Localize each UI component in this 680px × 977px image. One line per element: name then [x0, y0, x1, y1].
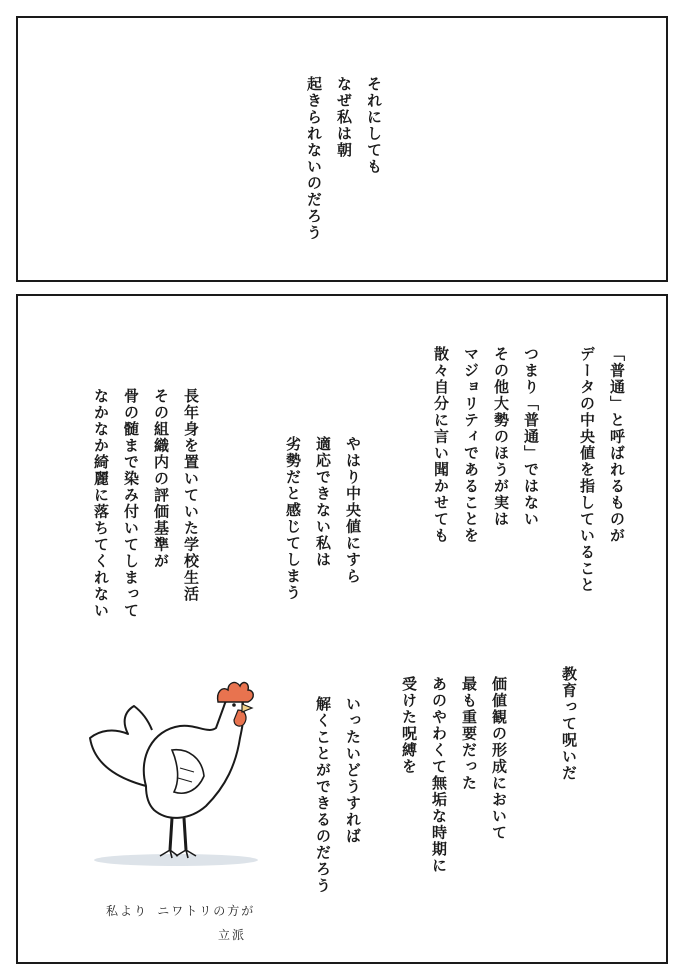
rooster-icon	[76, 668, 286, 878]
normal-median-line-2: データの中央値を指していること	[578, 346, 596, 594]
school-line-3: 骨の髄まで染み付いてしまって	[122, 388, 140, 619]
values-line-2: 最も重要だった	[460, 676, 478, 792]
values-line-1: 価値観の形成において	[490, 676, 508, 841]
majority-line-3: マジョリティであることを	[462, 346, 480, 544]
school-line-4: なかなか綺麗に落ちてくれない	[92, 388, 110, 619]
tail-feathers	[90, 706, 152, 786]
caption-line-1: 私より ニワトリの方が	[106, 904, 256, 918]
majority-line-4: 散々自分に言い聞かせても	[432, 346, 450, 544]
release-line-1: いったいどうすれば	[344, 696, 362, 845]
majority-line-1: つまり「普通」ではない	[522, 346, 540, 528]
normal-median-line-1: 「普通」と呼ばれるものが	[608, 346, 626, 544]
education-curse-line: 教育って呪いだ	[560, 666, 578, 782]
panel-1	[16, 16, 668, 282]
inferior-line-3: 劣勢だと感じてしまう	[284, 436, 302, 601]
majority-line-2: その他大勢のほうが実は	[492, 346, 510, 528]
values-line-4: 受けた呪縛を	[400, 676, 418, 775]
school-line-1: 長年身を置いていた学校生活	[182, 388, 200, 603]
caption-line-2: 立派	[218, 928, 247, 942]
inferior-line-2: 適応できない私は	[314, 436, 332, 568]
panel1-line-3: 起きられないのだろう	[305, 76, 323, 241]
release-line-2: 解くことができるのだろう	[314, 696, 332, 894]
panel1-line-2: なぜ私は朝	[335, 76, 353, 159]
school-line-2: その組織内の評価基準が	[152, 388, 170, 570]
rooster-beak	[242, 704, 252, 712]
inferior-line-1: やはり中央値にすら	[344, 436, 362, 585]
panel-2	[16, 294, 668, 964]
panel1-line-1: それにしても	[365, 76, 383, 175]
rooster-legs	[170, 818, 186, 850]
rooster-comb	[218, 683, 254, 702]
rooster-eye	[232, 703, 236, 707]
values-line-3: あのやわくて無垢な時期に	[430, 676, 448, 874]
